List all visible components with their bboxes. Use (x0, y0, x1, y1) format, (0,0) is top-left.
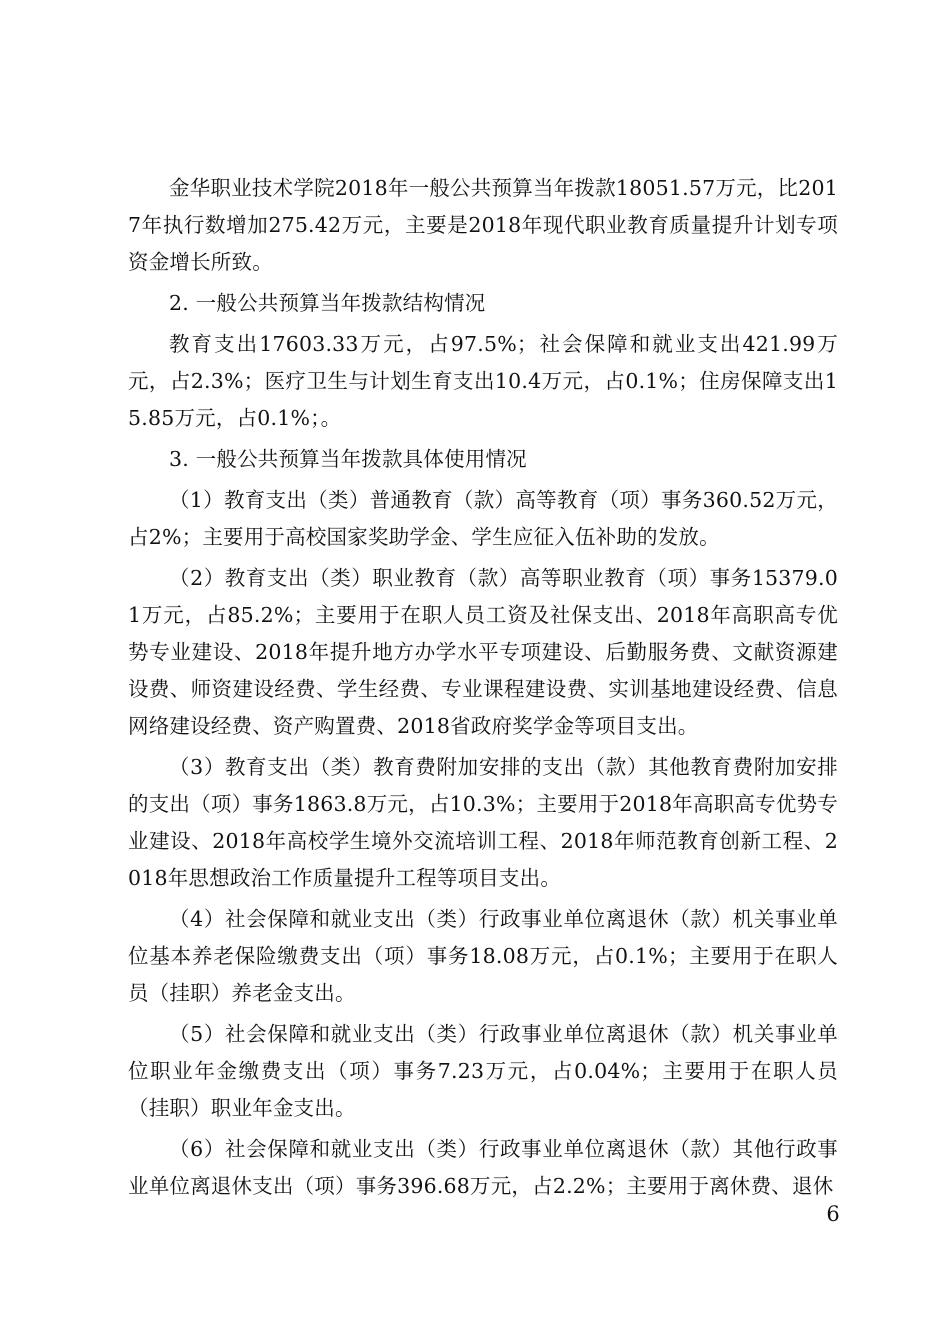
section-heading-structure: 2. 一般公共预算当年拨款结构情况 (169, 291, 486, 315)
paragraph-usage-item-1: （1）教育支出（类）普通教育（款）高等教育（项）事务360.52万元，占2%；主要用于高校国家奖助学金、学生应征入伍补助的发放。 (128, 488, 838, 549)
page-number: 6 (826, 1202, 840, 1226)
paragraph-structure-details: 教育支出17603.33万元，占97.5%；社会保障和就业支出421.99万元，占2.3%；医疗卫生与计划生育支出10.4万元，占0.1%；住房保障支出15.85万元，占0.1%；。 (128, 332, 838, 430)
paragraph-budget-summary: 金华职业技术学院2018年一般公共预算当年拨款18051.57万元，比2017年执行数增加275.42万元，主要是2018年现代职业教育质量提升计划专项资金增长所致。 (128, 176, 838, 274)
section-heading-usage: 3. 一般公共预算当年拨款具体使用情况 (169, 447, 527, 471)
document-body (128, 170, 838, 1209)
paragraph-usage-item-5: （5）社会保障和就业支出（类）行政事业单位离退休（款）机关事业单位职业年金缴费支出（项）事务7.23万元，占0.04%；主要用于在职人员（挂职）职业年金支出。 (128, 1022, 838, 1120)
paragraph-usage-item-6: （6）社会保障和就业支出（类）行政事业单位离退休（款）其他行政事业单位离退休支出（项）事务396.68万元，占2.2%；主要用于离休费、退休 (128, 1137, 838, 1198)
paragraph-usage-item-3: （3）教育支出（类）教育费附加安排的支出（款）其他教育费附加安排的支出（项）事务1863.8万元，占10.3%；主要用于2018年高职高专优势专业建设、2018年高校学生境外交流培训工程、2018年师范教育创新工程、2018年思想政治工作质量提升工程等项目支出。 (128, 755, 838, 890)
paragraph-usage-item-2: （2）教育支出（类）职业教育（款）高等职业教育（项）事务15379.01万元，占85.2%；主要用于在职人员工资及社保支出、2018年高职高专优势专业建设、2018年提升地方办学水平专项建设、后勤服务费、文献资源建设费、师资建设经费、学生经费、专业课程建设费、实训基地建设经费、信息网络建设经费、资产购置费、2018省政府奖学金等项目支出。 (128, 566, 838, 738)
paragraph-usage-item-4: （4）社会保障和就业支出（类）行政事业单位离退休（款）机关事业单位基本养老保险缴费支出（项）事务18.08万元，占0.1%；主要用于在职人员（挂职）养老金支出。 (128, 907, 838, 1005)
